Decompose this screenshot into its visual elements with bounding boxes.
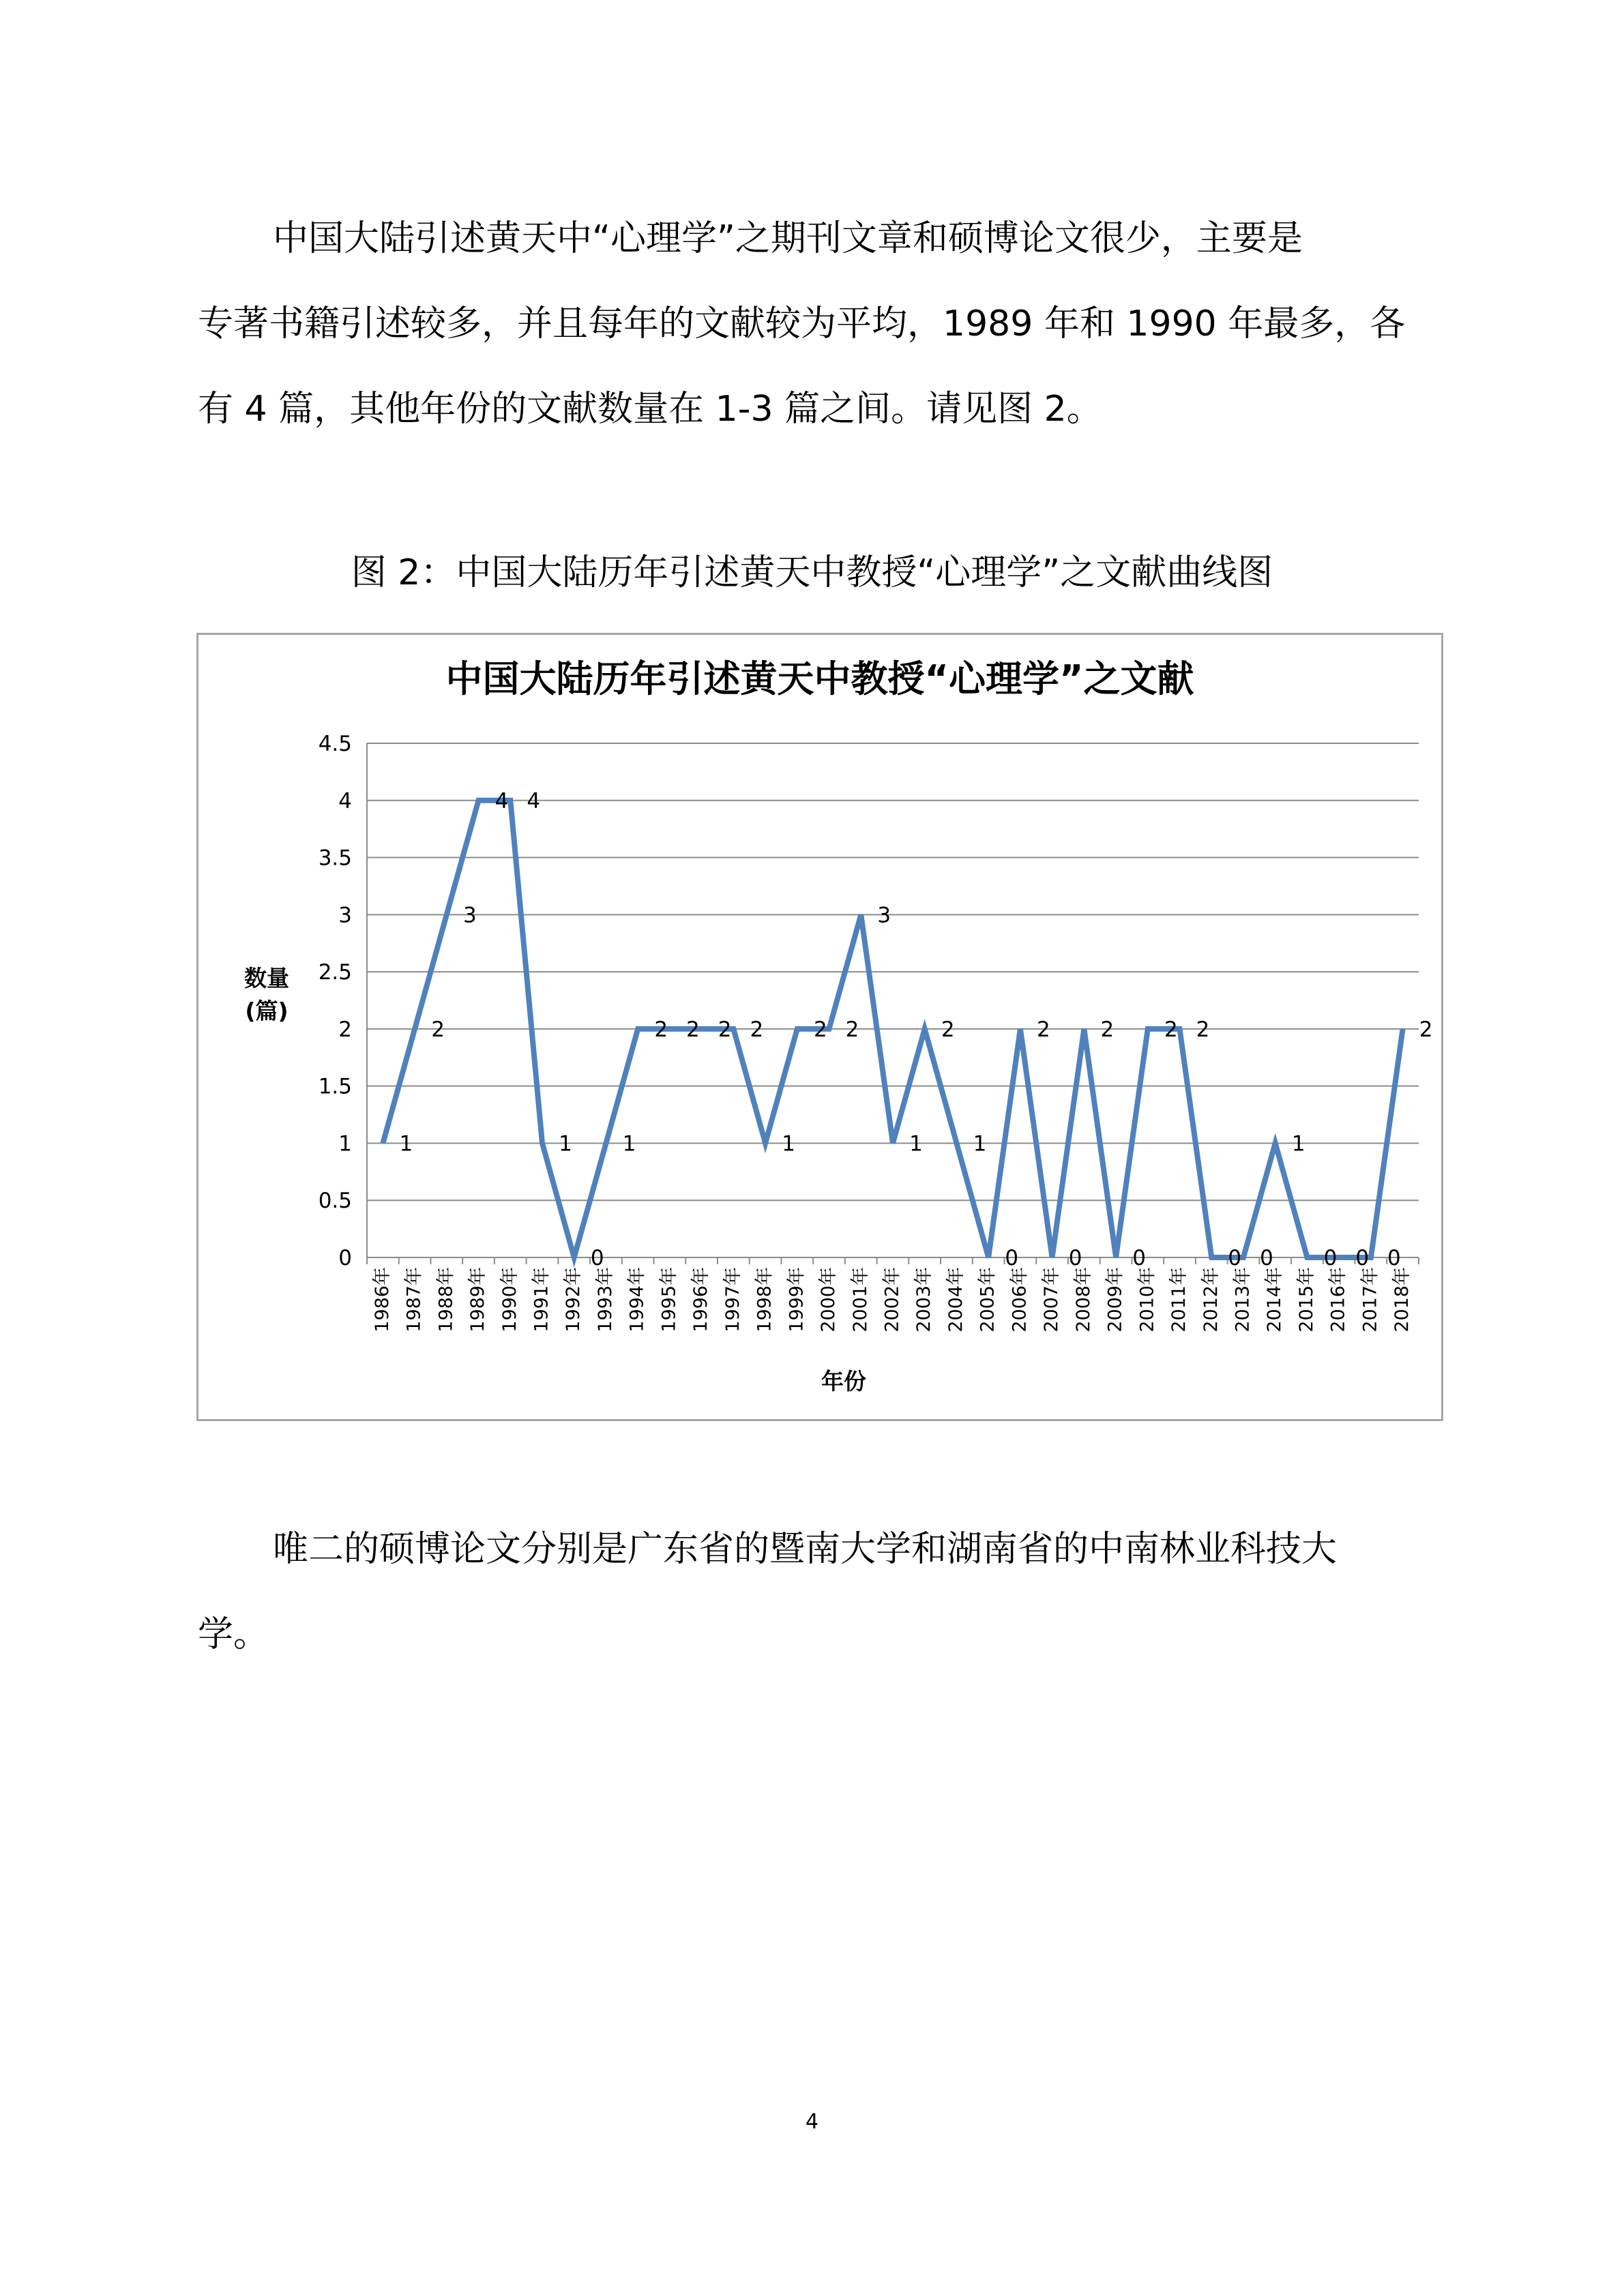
x-tick-labels bbox=[372, 1267, 1413, 1332]
intro-line-1: 中国大陆引述黄天中“心理学”之期刊文章和硕博论文很少，主要是 bbox=[273, 218, 1303, 259]
data-label: 0 bbox=[590, 1246, 604, 1270]
x-tick-label: 2000年 bbox=[818, 1267, 840, 1332]
data-label: 0 bbox=[1260, 1246, 1273, 1270]
x-tick-label: 2018年 bbox=[1391, 1267, 1413, 1332]
x-tick-label: 2011年 bbox=[1168, 1267, 1190, 1332]
figure-caption: 图 2：中国大陆历年引述黄天中教授“心理学”之文献曲线图 bbox=[351, 552, 1273, 593]
data-label: 2 bbox=[750, 1017, 764, 1042]
x-tick-label: 2010年 bbox=[1136, 1267, 1158, 1332]
y-tick-labels bbox=[319, 732, 352, 1270]
x-tick-label: 2002年 bbox=[881, 1267, 903, 1332]
y-tick-label: 0 bbox=[338, 1246, 352, 1270]
x-tick-label: 2016年 bbox=[1327, 1267, 1349, 1332]
data-label: 0 bbox=[1228, 1246, 1242, 1270]
data-label: 1 bbox=[782, 1131, 795, 1157]
y-tick-label: 3.5 bbox=[318, 846, 352, 871]
chart-frame bbox=[196, 633, 1443, 1421]
data-label: 0 bbox=[1132, 1246, 1146, 1270]
x-tick-label: 1995年 bbox=[658, 1267, 680, 1332]
closing-line-1: 唯二的硕博论文分别是广东省的暨南大学和湖南省的中南林业科技大 bbox=[273, 1529, 1338, 1570]
data-label: 1 bbox=[973, 1131, 987, 1157]
x-tick-label: 2009年 bbox=[1104, 1267, 1126, 1332]
line-chart bbox=[198, 635, 1441, 1419]
data-label: 4 bbox=[494, 788, 509, 814]
intro-paragraph bbox=[198, 196, 1432, 452]
data-label: 3 bbox=[877, 903, 891, 928]
x-tick-label: 2013年 bbox=[1232, 1267, 1254, 1332]
x-tick-label: 2012年 bbox=[1200, 1267, 1222, 1332]
data-label: 0 bbox=[1323, 1246, 1338, 1270]
y-axis-label-line-1: 数量 bbox=[244, 965, 289, 992]
y-tick-label: 4 bbox=[338, 788, 352, 814]
x-tick-label: 2015年 bbox=[1295, 1267, 1317, 1332]
x-tick-label: 1994年 bbox=[626, 1267, 648, 1332]
data-label: 4 bbox=[527, 788, 541, 814]
data-label: 1 bbox=[1291, 1131, 1305, 1157]
x-tick-label: 2014年 bbox=[1264, 1267, 1286, 1332]
closing-line-2: 学。 bbox=[198, 1614, 269, 1655]
x-tick-label: 2008年 bbox=[1072, 1267, 1094, 1332]
y-tick-label: 0.5 bbox=[318, 1189, 352, 1214]
x-tick-label: 1996年 bbox=[690, 1267, 712, 1332]
intro-line-2: 专著书籍引述较多，并且每年的文献较为平均，1989 年和 1990 年最多，各 bbox=[198, 303, 1406, 344]
data-label: 1 bbox=[909, 1131, 923, 1157]
y-tick-label: 1.5 bbox=[318, 1074, 352, 1099]
y-tick-label: 1 bbox=[338, 1131, 352, 1157]
x-tick-label: 2003年 bbox=[913, 1267, 935, 1332]
x-tick-label: 1990年 bbox=[499, 1267, 520, 1332]
x-tick-label: 2007年 bbox=[1041, 1267, 1063, 1332]
data-label: 0 bbox=[1387, 1246, 1401, 1270]
x-axis-label: 年份 bbox=[821, 1368, 866, 1395]
data-label: 2 bbox=[1419, 1017, 1433, 1042]
data-label: 2 bbox=[845, 1017, 859, 1042]
x-tick-label: 2005年 bbox=[977, 1267, 999, 1332]
data-label: 0 bbox=[1068, 1246, 1082, 1270]
page-number: 4 bbox=[805, 2110, 819, 2134]
y-axis-label-line-2: (篇) bbox=[245, 998, 289, 1024]
x-tick-label: 1993年 bbox=[594, 1267, 616, 1332]
x-tick-label: 1989年 bbox=[467, 1267, 489, 1332]
data-label: 2 bbox=[1164, 1017, 1178, 1042]
data-label: 2 bbox=[1100, 1017, 1114, 1042]
closing-paragraph bbox=[198, 1507, 1432, 1678]
data-label: 3 bbox=[462, 903, 477, 928]
x-tick-label: 2001年 bbox=[849, 1267, 871, 1332]
y-tick-label: 2 bbox=[338, 1017, 352, 1042]
data-label: 1 bbox=[622, 1131, 636, 1157]
x-tick-label: 2004年 bbox=[945, 1267, 966, 1332]
data-label: 1 bbox=[559, 1131, 572, 1157]
x-tick-label: 1998年 bbox=[754, 1267, 776, 1332]
y-tick-label: 4.5 bbox=[318, 732, 352, 756]
x-tick-label: 1988年 bbox=[435, 1267, 457, 1332]
data-label: 2 bbox=[654, 1017, 668, 1042]
intro-line-3: 有 4 篇，其他年份的文献数量在 1-3 篇之间。请见图 2。 bbox=[198, 389, 1102, 430]
x-tick-label: 1991年 bbox=[531, 1267, 552, 1332]
x-tick-label: 1997年 bbox=[722, 1267, 743, 1332]
x-tick-label: 1986年 bbox=[371, 1267, 393, 1332]
data-label: 2 bbox=[431, 1017, 445, 1042]
data-label: 0 bbox=[1005, 1246, 1019, 1270]
data-label: 2 bbox=[718, 1017, 732, 1042]
data-label: 2 bbox=[1037, 1017, 1050, 1042]
data-label: 2 bbox=[941, 1017, 955, 1042]
data-label: 0 bbox=[1355, 1246, 1370, 1270]
x-tick-label: 1992年 bbox=[563, 1267, 585, 1332]
data-label: 2 bbox=[686, 1017, 700, 1042]
y-tick-label: 3 bbox=[338, 903, 352, 928]
chart-title: 中国大陆历年引述黄天中教授“心理学”之文献 bbox=[445, 657, 1194, 700]
x-tick-label: 1987年 bbox=[403, 1267, 425, 1332]
y-tick-label: 2.5 bbox=[318, 960, 352, 985]
x-tick-label: 1999年 bbox=[786, 1267, 808, 1332]
data-label: 2 bbox=[813, 1017, 827, 1042]
x-tick-label: 2006年 bbox=[1009, 1267, 1031, 1332]
data-label: 1 bbox=[399, 1131, 413, 1157]
x-tick-label: 2017年 bbox=[1359, 1267, 1381, 1332]
data-label: 2 bbox=[1196, 1017, 1210, 1042]
